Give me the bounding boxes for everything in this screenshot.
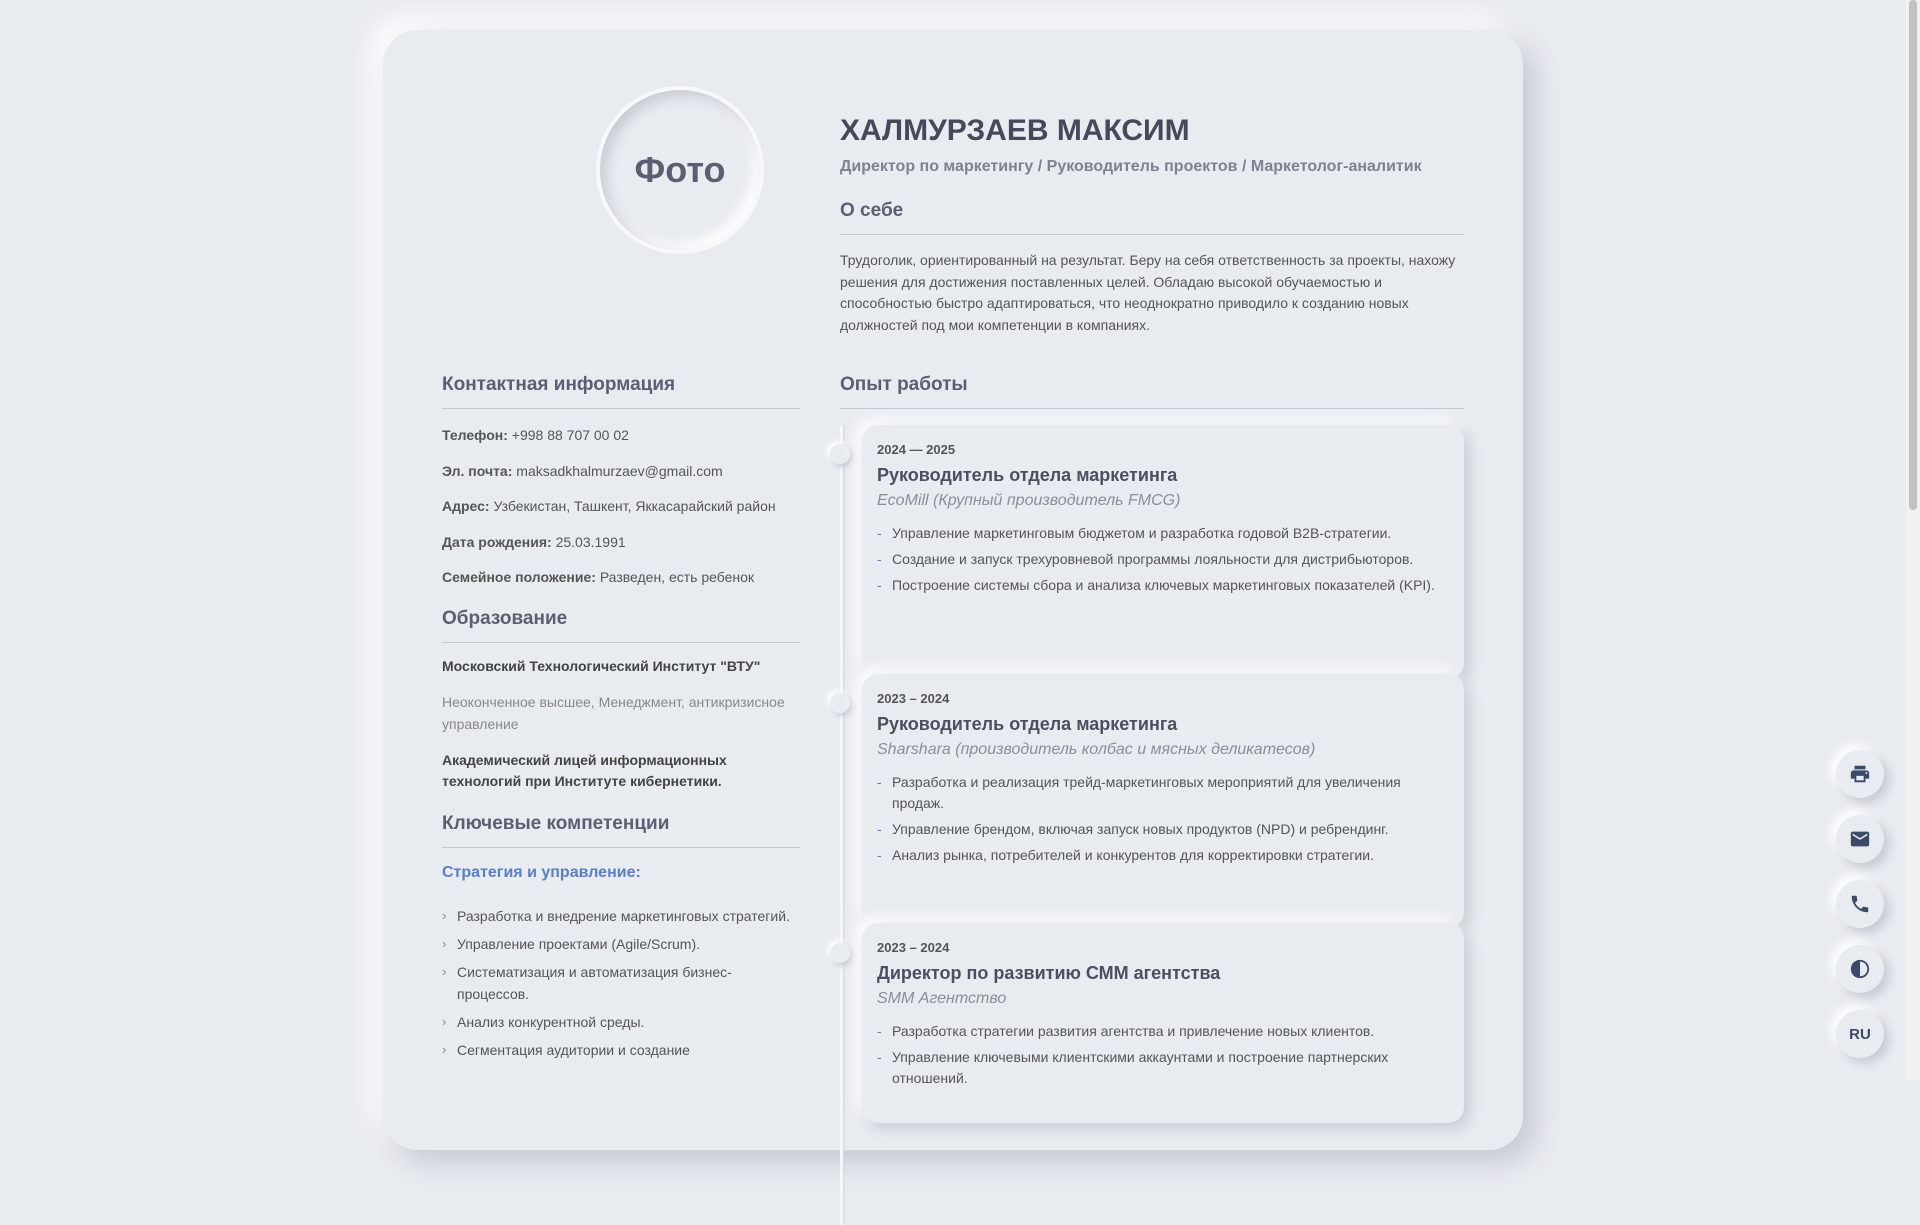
job-duties — [877, 1021, 1447, 1094]
job-title: Руководитель отдела маркетинга — [877, 465, 1178, 485]
job-duties — [877, 772, 1447, 871]
job-duty-text: Разработка стратегии развития агентства и привлечение новых клиентов. — [892, 1023, 1375, 1039]
phone-icon — [1849, 893, 1871, 915]
dash-icon: - — [877, 821, 882, 837]
experience-title: Опыт работы — [840, 374, 1464, 409]
job-period: 2023 – 2024 — [877, 940, 950, 955]
skill-item — [442, 905, 800, 927]
theme-toggle-button[interactable] — [1836, 945, 1884, 993]
language-button[interactable] — [1836, 1010, 1884, 1058]
dash-icon: - — [877, 525, 882, 541]
job-duty — [877, 549, 1447, 570]
skill-item — [442, 1039, 800, 1061]
mail-icon — [1849, 828, 1871, 850]
job-duty-text: Анализ рынка, потребителей и конкурентов для корректировки стратегии. — [892, 847, 1374, 863]
job-duty-text: Построение системы сбора и анализа ключевых маркетинговых показателей (KPI). — [892, 577, 1435, 593]
skills-list — [442, 905, 800, 1067]
phone-button[interactable] — [1836, 880, 1884, 928]
contact-email-label: Эл. почта: — [442, 463, 513, 479]
skill-item — [442, 1011, 800, 1033]
timeline-line — [840, 425, 843, 1225]
job-card — [862, 923, 1464, 1123]
job-title: Руководитель отдела маркетинга — [877, 714, 1178, 734]
contact-birthdate-value: 25.03.1991 — [555, 534, 626, 550]
dash-icon: - — [877, 847, 882, 863]
skill-text: Разработка и внедрение маркетинговых стратегий. — [457, 908, 790, 924]
job-duty — [877, 819, 1447, 840]
job-duty-text: Разработка и реализация трейд-маркетинговых мероприятий для увеличения продаж. — [892, 774, 1401, 811]
education-title: Образование — [442, 608, 800, 643]
job-period: 2024 — 2025 — [877, 442, 956, 457]
contact-birthdate — [442, 534, 626, 550]
contact-birthdate-label: Дата рождения: — [442, 534, 552, 550]
job-period: 2023 – 2024 — [877, 691, 950, 706]
contact-email — [442, 463, 723, 479]
chevron-right-icon: › — [442, 964, 447, 979]
contact-phone — [442, 427, 629, 443]
email-button[interactable] — [1836, 815, 1884, 863]
skills-group-title: Стратегия и управление: — [442, 864, 641, 881]
print-icon — [1849, 763, 1871, 785]
contrast-icon — [1849, 958, 1871, 980]
chevron-right-icon: › — [442, 936, 447, 951]
education-item-name: Московский Технологический Институт "ВТУ" — [442, 658, 761, 674]
profile-photo-placeholder: Фото — [600, 90, 760, 250]
timeline-dot — [830, 943, 850, 963]
dash-icon: - — [877, 577, 882, 593]
contact-phone-label: Телефон: — [442, 427, 508, 443]
education-item-name: Академический лицей информационных технологий при Институте кибернетики. — [442, 752, 727, 789]
contact-address-label: Адрес: — [442, 498, 490, 514]
job-duty — [877, 1047, 1447, 1089]
scrollbar-thumb[interactable] — [1909, 0, 1917, 510]
page-scrollbar[interactable] — [1906, 0, 1920, 1080]
about-text: Трудоголик, ориентированный на результат. Беру на себя ответственность за проекты, нахожу решения для достижения поставленных целей. Обладаю высокой обучаемостью и способностью быстро адаптироваться, что неоднократно приводило к созданию новых должностей под мои компетенции в компаниях. — [840, 252, 1456, 333]
job-duty-text: Управление маркетинговым бюджетом и разработка годовой B2B-стратегии. — [892, 525, 1392, 541]
skill-item — [442, 961, 800, 1005]
contact-address-value: Узбекистан, Ташкент, Яккасарайский район — [493, 498, 776, 514]
job-card — [862, 425, 1464, 679]
contacts-title: Контактная информация — [442, 374, 800, 409]
person-subtitle: Директор по маркетингу / Руководитель проектов / Маркетолог-аналитик — [840, 158, 1422, 175]
contact-marital — [442, 569, 754, 585]
contact-email-value[interactable]: maksadkhalmurzaev@gmail.com — [516, 463, 723, 479]
education-item-desc: Неоконченное высшее, Менеджмент, антикризисное управление — [442, 694, 785, 732]
chevron-right-icon: › — [442, 908, 447, 923]
skills-title: Ключевые компетенции — [442, 813, 800, 848]
about-title: О себе — [840, 200, 1464, 235]
job-duty — [877, 575, 1447, 596]
job-card — [862, 674, 1464, 928]
language-label: RU — [1849, 1025, 1871, 1043]
contact-marital-label: Семейное положение: — [442, 569, 596, 585]
job-duty — [877, 523, 1447, 544]
dash-icon: - — [877, 774, 882, 790]
job-duty — [877, 1021, 1447, 1042]
timeline-dot — [830, 693, 850, 713]
skill-text: Управление проектами (Agile/Scrum). — [457, 936, 700, 952]
job-duty — [877, 845, 1447, 866]
skill-text: Систематизация и автоматизация бизнес-процессов. — [457, 964, 732, 1002]
skill-item — [442, 933, 800, 955]
chevron-right-icon: › — [442, 1014, 447, 1029]
job-company: SMM Агентство — [877, 990, 1007, 1007]
dash-icon: - — [877, 1023, 882, 1039]
person-name: ХАЛМУРЗАЕВ МАКСИМ — [840, 114, 1190, 147]
contact-phone-value[interactable]: +998 88 707 00 02 — [511, 427, 629, 443]
skill-text: Анализ конкурентной среды. — [457, 1014, 645, 1030]
contact-marital-value: Разведен, есть ребенок — [599, 569, 755, 585]
job-title: Директор по развитию СММ агентства — [877, 963, 1221, 983]
timeline-dot — [830, 444, 850, 464]
skill-text: Сегментация аудитории и создание — [457, 1042, 690, 1058]
job-company: EcoMill (Крупный производитель FMCG) — [877, 492, 1181, 509]
dash-icon: - — [877, 551, 882, 567]
chevron-right-icon: › — [442, 1042, 447, 1057]
job-company: Sharshara (производитель колбас и мясных деликатесов) — [877, 741, 1316, 758]
job-duty-text: Управление ключевыми клиентскими аккаунтами и построение партнерских отношений. — [892, 1049, 1389, 1086]
job-duty-text: Управление брендом, включая запуск новых продуктов (NPD) и ребрендинг. — [892, 821, 1389, 837]
job-duty-text: Создание и запуск трехуровневой программы лояльности для дистрибьюторов. — [892, 551, 1414, 567]
job-duty — [877, 772, 1447, 814]
resume-card — [383, 30, 1523, 1150]
job-duties — [877, 523, 1447, 601]
dash-icon: - — [877, 1049, 882, 1065]
contact-address — [442, 498, 776, 514]
print-button[interactable] — [1836, 750, 1884, 798]
